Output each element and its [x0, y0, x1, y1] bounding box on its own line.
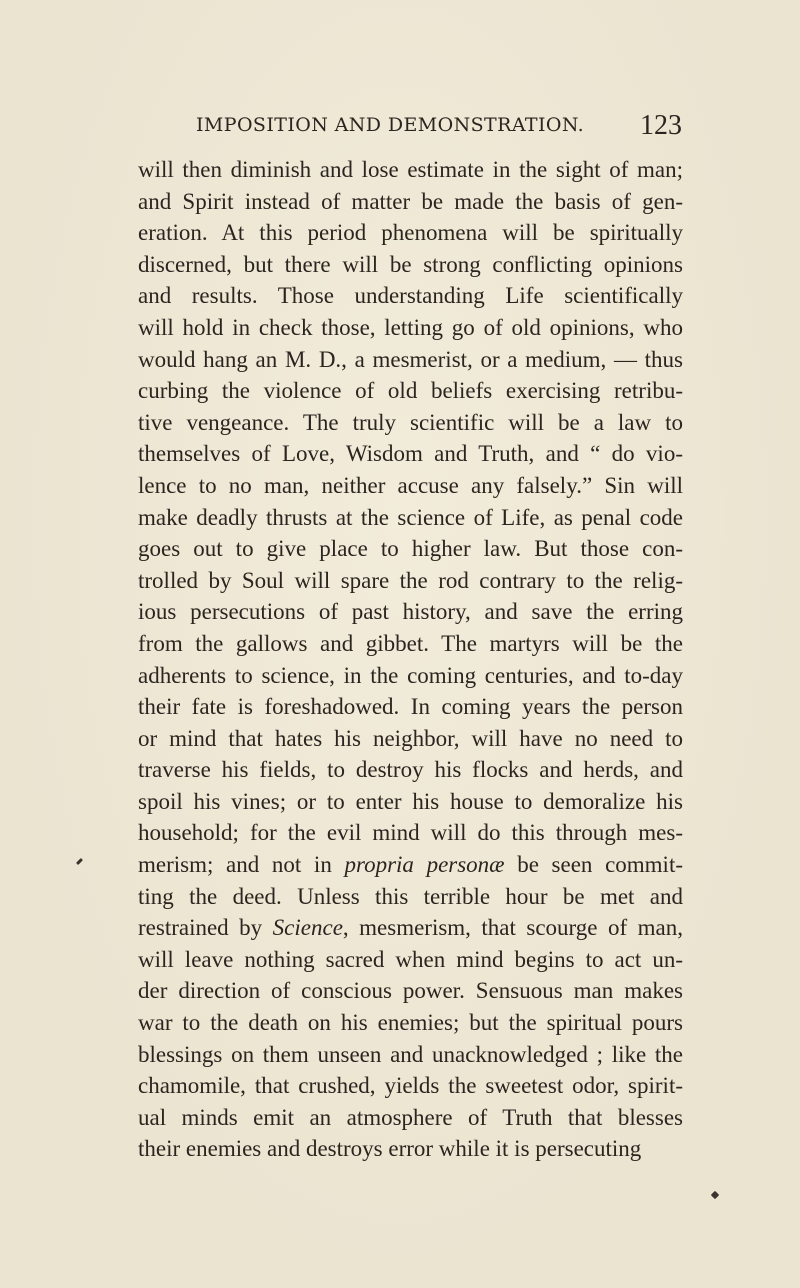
text-line: will hold in check those, letting go of old opinions, who [138, 314, 683, 340]
body-text [138, 154, 683, 1165]
text-line: discerned, but there will be strong conflicting opinions [138, 251, 683, 277]
page-number: 123 [640, 110, 682, 141]
text-line: curbing the violence of old beliefs exercising retribu- [138, 378, 683, 404]
text-line: will leave nothing sacred when mind begins to act un- [138, 946, 683, 972]
ink-speck [76, 858, 83, 865]
text-run: , mesmerism, that scourge of man, [342, 915, 683, 941]
text-line: and Spirit instead of matter be made the basis of gen- [138, 188, 683, 214]
italic-phrase: propria personæ [344, 852, 505, 878]
text-run: be seen commit- [517, 852, 683, 878]
text-line: ual minds emit an atmosphere of Truth that blesses [138, 1104, 683, 1130]
text-line: spoil his vines; or to enter his house to demoralize his [138, 788, 683, 814]
text-line: will then diminish and lose estimate in the sight of man; [138, 157, 683, 182]
text-line: and results. Those understanding Life scientifically [138, 283, 683, 309]
text-line: trolled by Soul will spare the rod contrary to the relig- [138, 567, 683, 593]
italic-word: Science [272, 915, 343, 941]
text-line: household; for the evil mind will do this through mes- [138, 820, 683, 846]
text-line: their fate is foreshadowed. In coming years the person [138, 694, 683, 720]
text-line: adherents to science, in the coming centuries, and to-day [138, 662, 683, 688]
text-run: merism; and not in [138, 852, 332, 878]
text-line: or mind that hates his neighbor, will have no need to [138, 725, 683, 751]
running-head [196, 110, 682, 144]
text-line [138, 912, 683, 944]
text-line: make deadly thrusts at the science of Life, as penal code [138, 504, 683, 530]
text-line: eration. At this period phenomena will be spiritually [138, 220, 683, 246]
text-line: chamomile, that crushed, yields the sweetest odor, spirit- [138, 1073, 683, 1099]
text-line: themselves of Love, Wisdom and Truth, and “ do vio- [138, 441, 683, 467]
text-line: der direction of conscious power. Sensuous man makes [138, 978, 683, 1004]
running-title: IMPOSITION AND DEMONSTRATION. [196, 114, 585, 136]
text-line: tive vengeance. The truly scientific will be a law to [138, 409, 683, 435]
text-line: ting the deed. Unless this terrible hour be met and [138, 883, 683, 909]
text-line: their enemies and destroys error while it is persecuting [138, 1136, 642, 1162]
text-run: restrained by [138, 915, 263, 941]
text-line: blessings on them unseen and unacknowledged ; like the [138, 1041, 683, 1067]
text-line: ious persecutions of past history, and save the erring [138, 599, 683, 625]
text-line [138, 849, 683, 881]
text-line: would hang an M. D., a mesmerist, or a medium, — thus [138, 346, 683, 372]
text-line: war to the death on his enemies; but the spiritual pours [138, 1010, 683, 1036]
text-line: traverse his fields, to destroy his flocks and herds, and [138, 757, 683, 783]
ink-speck [711, 1191, 719, 1199]
text-line: from the gallows and gibbet. The martyrs will be the [138, 630, 683, 656]
text-line: lence to no man, neither accuse any falsely.” Sin will [138, 472, 683, 498]
text-line: goes out to give place to higher law. But those con- [138, 536, 683, 562]
